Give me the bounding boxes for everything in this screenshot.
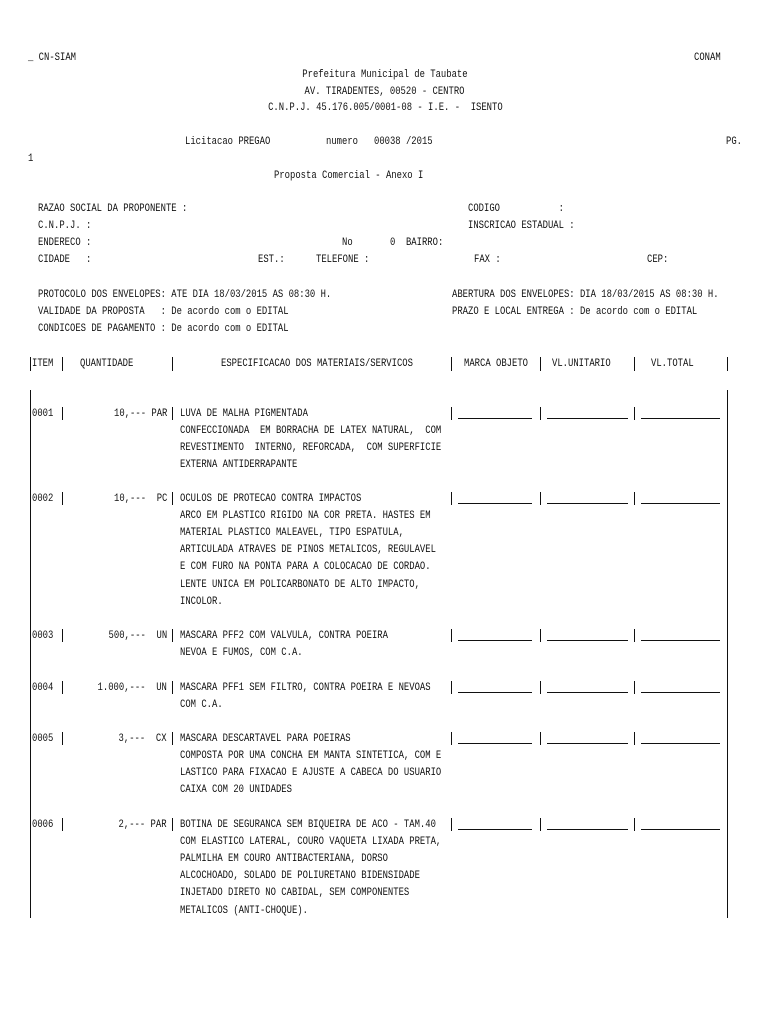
total-separator	[634, 818, 635, 831]
item-description-line: CAIXA COM 20 UNIDADES	[180, 784, 292, 797]
qty-separator	[172, 681, 173, 694]
organization-address: AV. TIRADENTES, 00520 - CENTRO	[305, 86, 465, 98]
item-separator	[62, 407, 63, 420]
organization-cnpj: C.N.P.J. 45.176.005/0001-08 - I.E. - ISENTO	[267, 102, 503, 114]
item-description-line: LENTE UNICA EM POLICARBONATO DE ALTO IMPACTO,	[180, 578, 420, 591]
item-description-line: MASCARA PFF1 SEM FILTRO, CONTRA POEIRA E NEVOAS	[180, 682, 431, 694]
marca-blank	[458, 829, 532, 830]
item-quantity: 10,--- PC	[113, 493, 167, 505]
unitario-blank	[547, 743, 628, 744]
item-description-line: COM ELASTICO LATERAL, COURO VAQUETA LIXADA PRETA,	[180, 836, 442, 849]
item-separator	[62, 732, 63, 745]
unitario-blank	[547, 829, 628, 830]
abertura-envelopes: ABERTURA DOS ENVELOPES: DIA 18/03/2015 AS 08:30 H.	[452, 289, 719, 301]
item-description-line: MASCARA DESCARTAVEL PARA POEIRAS	[180, 733, 351, 745]
qty-separator	[172, 407, 173, 420]
item-quantity: 3,--- CX	[119, 733, 167, 745]
item-quantity: 2,--- PAR	[119, 819, 167, 831]
page-number: 1	[28, 153, 34, 165]
item-separator	[62, 681, 63, 694]
item-separator	[62, 492, 63, 505]
item-description-line: COM C.A.	[180, 699, 223, 712]
total-blank	[641, 743, 720, 744]
item-description-line: REVESTIMENTO INTERNO, REFORCADA, COM SUPERFICIE	[180, 442, 442, 455]
header-separator	[634, 357, 635, 371]
item-description-line: COMPOSTA POR UMA CONCHA EM MANTA SINTETICA, COM E	[180, 750, 442, 763]
codigo-field: CODIGO :	[468, 203, 564, 215]
item-number: 0004	[32, 682, 54, 694]
item-description-line: OCULOS DE PROTECAO CONTRA IMPACTOS	[180, 493, 362, 505]
total-blank	[641, 692, 720, 693]
item-number: 0006	[32, 819, 54, 831]
total-separator	[634, 681, 635, 694]
item-description-line: ALCOCHOADO, SOLADO DE POLIURETANO BIDENSIDADE	[180, 870, 420, 883]
marca-blank	[458, 503, 532, 504]
header-item: ITEM	[32, 358, 54, 370]
header-separator	[62, 357, 63, 371]
total-separator	[634, 407, 635, 420]
unitario-blank	[547, 692, 628, 693]
unitario-separator	[540, 629, 541, 642]
total-separator	[634, 492, 635, 505]
cnpj-field: C.N.P.J. :	[38, 220, 92, 232]
unitario-separator	[540, 492, 541, 505]
header-quantidade: QUANTIDADE	[80, 358, 134, 370]
header-unitario: VL.UNITARIO	[552, 358, 611, 370]
protocolo-envelopes: PROTOCOLO DOS ENVELOPES: ATE DIA 18/03/2015 AS 08:30 H.	[38, 289, 332, 301]
item-description-line: MASCARA PFF2 COM VALVULA, CONTRA POEIRA	[180, 630, 388, 642]
qty-separator	[172, 818, 173, 831]
item-description-line: EXTERNA ANTIDERRAPANTE	[180, 459, 298, 472]
table-left-border	[30, 390, 31, 918]
validade-proposta: VALIDADE DA PROPOSTA : De acordo com o EDITAL	[38, 306, 289, 318]
marca-blank	[458, 743, 532, 744]
licitacao-numero: numero 00038 /2015	[326, 136, 433, 148]
fax-field: FAX :	[474, 254, 501, 266]
marca-blank	[458, 640, 532, 641]
item-description-line: CONFECCIONADA EM BORRACHA DE LATEX NATURAL, COM	[180, 425, 442, 438]
item-number: 0001	[32, 408, 54, 420]
item-description-line: INCOLOR.	[180, 595, 223, 608]
item-quantity: 500,--- UN	[108, 630, 167, 642]
item-description-line: LUVA DE MALHA PIGMENTADA	[180, 408, 308, 420]
total-blank	[641, 640, 720, 641]
header-especificacao: ESPECIFICACAO DOS MATERIAIS/SERVICOS	[221, 358, 413, 370]
prazo-entrega: PRAZO E LOCAL ENTREGA : De acordo com o EDITAL	[452, 306, 698, 318]
item-description-line: MATERIAL PLASTICO MALEAVEL, TIPO ESPATULA,	[180, 527, 404, 540]
item-description-line: ARCO EM PLASTICO RIGIDO NA COR PRETA. HASTES EM	[180, 510, 431, 523]
total-blank	[641, 418, 720, 419]
numero-bairro-field: No 0 BAIRRO:	[342, 237, 444, 249]
total-blank	[641, 503, 720, 504]
item-description-line: METALICOS (ANTI-CHOQUE).	[180, 904, 308, 917]
header-marca: MARCA OBJETO	[464, 358, 528, 370]
system-code: _ CN-SIAM	[28, 52, 76, 64]
header-total: VL.TOTAL	[651, 358, 694, 370]
endereco-field: ENDERECO :	[38, 237, 92, 249]
table-right-border	[727, 390, 728, 918]
razao-social-field: RAZAO SOCIAL DA PROPONENTE :	[38, 203, 188, 215]
header-separator	[30, 357, 31, 371]
item-description-line: PALMILHA EM COURO ANTIBACTERIANA, DORSO	[180, 853, 388, 866]
system-name: CONAM	[694, 52, 721, 64]
unitario-separator	[540, 732, 541, 745]
estado-field: EST.:	[258, 254, 285, 266]
unitario-separator	[540, 818, 541, 831]
item-quantity: 10,--- PAR	[113, 408, 167, 420]
marca-separator	[451, 407, 452, 420]
header-separator	[540, 357, 541, 371]
qty-separator	[172, 629, 173, 642]
item-description-line: E COM FURO NA PONTA PARA A COLOCACAO DE CORDAO.	[180, 561, 431, 574]
unitario-separator	[540, 407, 541, 420]
marca-blank	[458, 418, 532, 419]
cidade-field: CIDADE :	[38, 254, 92, 266]
header-separator	[727, 357, 728, 371]
item-separator	[62, 629, 63, 642]
total-blank	[641, 829, 720, 830]
unitario-blank	[547, 418, 628, 419]
unitario-blank	[547, 503, 628, 504]
total-separator	[634, 629, 635, 642]
page-label: PG.	[726, 136, 743, 148]
qty-separator	[172, 732, 173, 745]
item-description-line: LASTICO PARA FIXACAO E AJUSTE A CABECA DO USUARIO	[180, 767, 442, 780]
marca-separator	[451, 818, 452, 831]
cep-field: CEP:	[647, 254, 669, 266]
organization-name: Prefeitura Municipal de Taubate	[302, 69, 468, 81]
item-number: 0005	[32, 733, 54, 745]
total-separator	[634, 732, 635, 745]
item-description-line: BOTINA DE SEGURANCA SEM BIQUEIRA DE ACO - TAM.40	[180, 819, 436, 831]
unitario-blank	[547, 640, 628, 641]
marca-blank	[458, 692, 532, 693]
marca-separator	[451, 732, 452, 745]
item-separator	[62, 818, 63, 831]
marca-separator	[451, 681, 452, 694]
item-number: 0003	[32, 630, 54, 642]
document-title: Proposta Comercial - Anexo I	[274, 170, 424, 182]
marca-separator	[451, 629, 452, 642]
header-separator	[451, 357, 452, 371]
inscricao-field: INSCRICAO ESTADUAL :	[468, 220, 575, 232]
item-description-line: ARTICULADA ATRAVES DE PINOS METALICOS, REGULAVEL	[180, 544, 436, 557]
qty-separator	[172, 492, 173, 505]
telefone-field: TELEFONE :	[316, 254, 370, 266]
item-description-line: NEVOA E FUMOS, COM C.A.	[180, 647, 303, 660]
licitacao-label: Licitacao PREGAO	[185, 136, 271, 148]
item-description-line: INJETADO DIRETO NO CABIDAL, SEM COMPONENTES	[180, 887, 410, 900]
unitario-separator	[540, 681, 541, 694]
item-quantity: 1.000,--- UN	[97, 682, 167, 694]
item-number: 0002	[32, 493, 54, 505]
header-separator	[172, 357, 173, 371]
condicoes-pagamento: CONDICOES DE PAGAMENTO : De acordo com o EDITAL	[38, 323, 289, 335]
marca-separator	[451, 492, 452, 505]
